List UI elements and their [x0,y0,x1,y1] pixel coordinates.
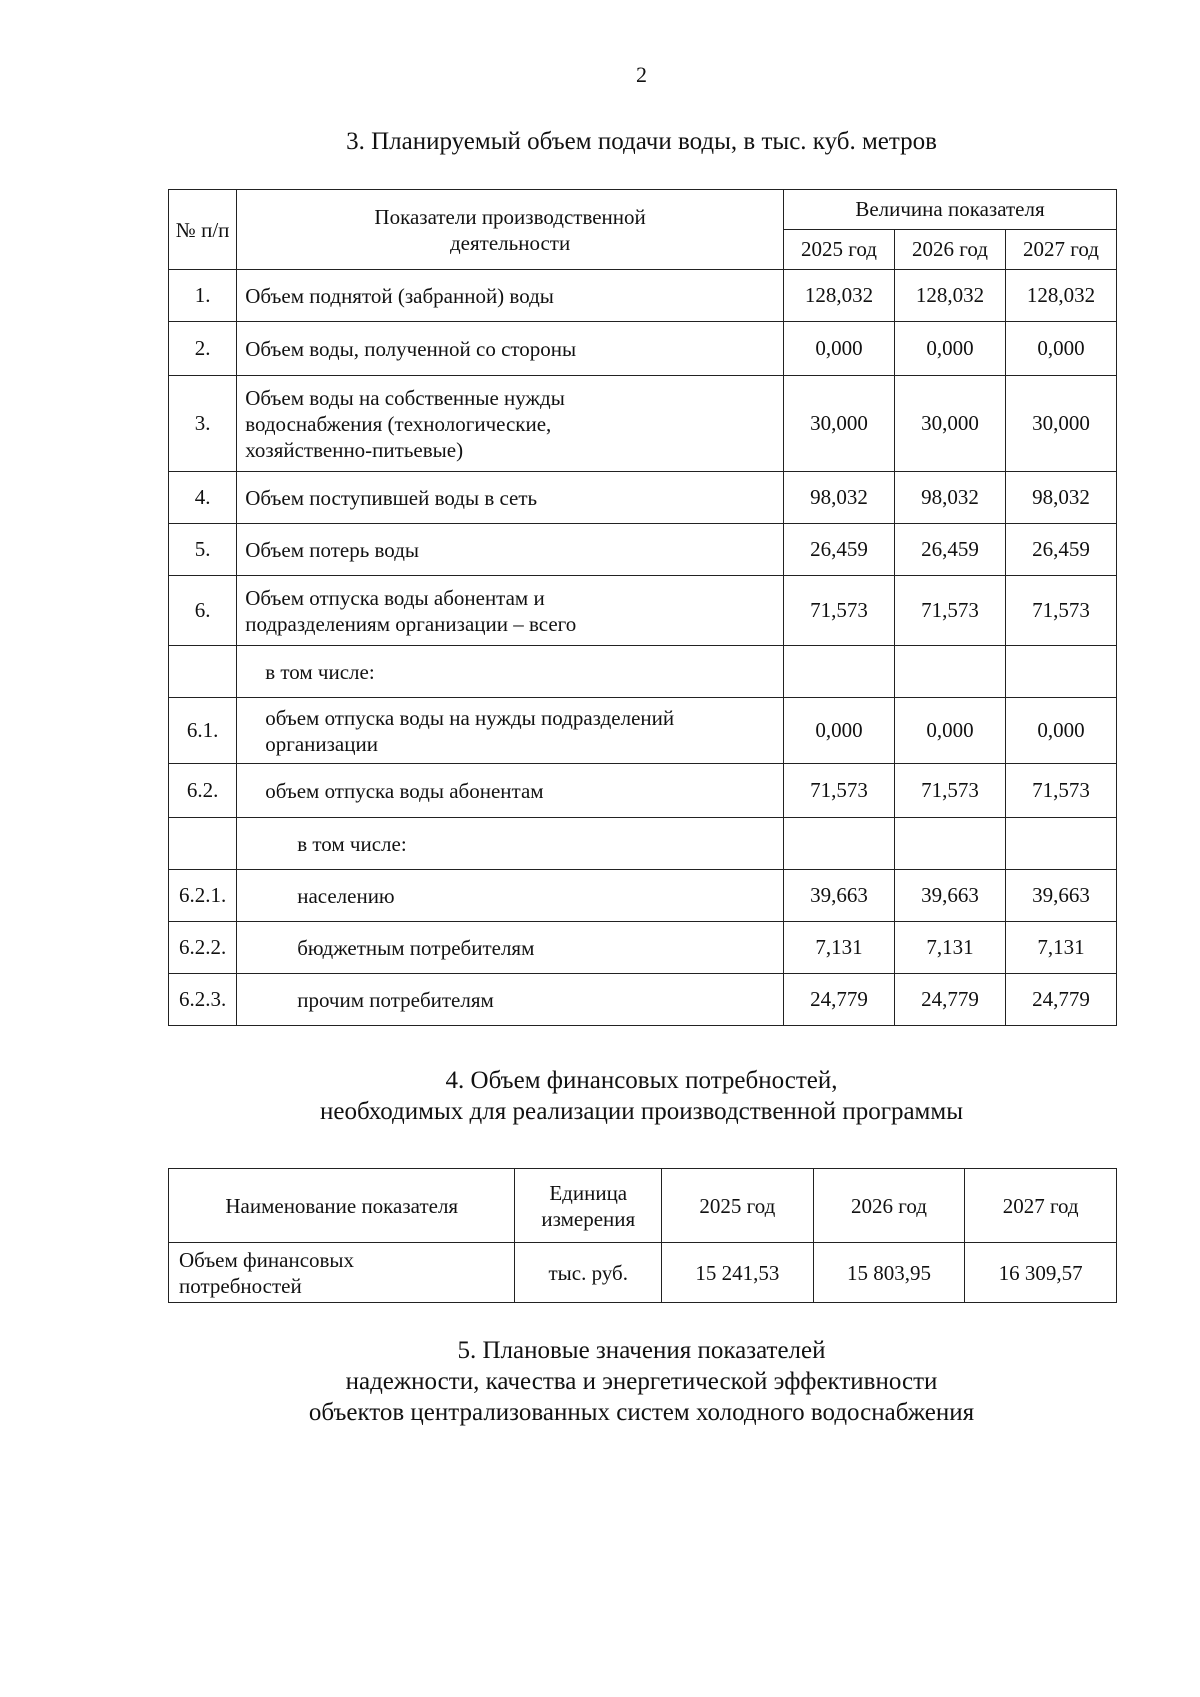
row-value-2025: 7,131 [783,922,894,974]
row-value-2026 [894,818,1005,870]
row-value-2027: 98,032 [1005,472,1116,524]
row-value-2027: 71,573 [1005,764,1116,818]
financial-needs-table [168,1168,1117,1303]
row-name: бюджетным потребителям [237,922,784,974]
section-4-title: 4. Объем финансовых потребностей, необходимых для реализации производственной программы [319,1067,963,1125]
table-row [169,472,1117,524]
header-num: № п/п [169,190,237,270]
table-row [169,270,1117,322]
row-value-2025: 98,032 [783,472,894,524]
table-row [169,818,1117,870]
table-row [169,524,1117,576]
row-num: 6. [169,576,237,646]
row-value-2025: 39,663 [783,870,894,922]
row-value-2027: 30,000 [1005,376,1116,472]
row-name: Объем воды на собственные нужды водоснабжения (технологические, хозяйственно-питьевые) [237,376,784,472]
table-header-row [169,1169,1117,1243]
row-value-2027: 0,000 [1005,698,1116,764]
row-value-2025 [783,646,894,698]
table-row [169,376,1117,472]
header-year-2027: 2027 год [965,1169,1117,1243]
row-value-2026: 0,000 [894,698,1005,764]
row-value-2027: 26,459 [1005,524,1116,576]
row-name: Объем отпуска воды абонентам и подразделениям организации – всего [237,576,784,646]
row-value-2027: 128,032 [1005,270,1116,322]
row-name: Объем потерь воды [237,524,784,576]
row-value-2027: 71,573 [1005,576,1116,646]
row-value-2026: 30,000 [894,376,1005,472]
table-row [169,698,1117,764]
row-value-2027 [1005,646,1116,698]
row-value-2026: 7,131 [894,922,1005,974]
row-value-2025 [783,818,894,870]
table-row [169,646,1117,698]
row-value-2026: 71,573 [894,764,1005,818]
row-name: прочим потребителям [237,974,784,1026]
table-row [169,1243,1117,1303]
table-row [169,322,1117,376]
row-name: населению [237,870,784,922]
row-value-2027: 7,131 [1005,922,1116,974]
row-num: 3. [169,376,237,472]
table-row [169,922,1117,974]
row-num: 6.2. [169,764,237,818]
section-5-title: 5. Плановые значения показателей надежности, качества и энергетической эффективности объектов централизованных систем холодного водоснабжения [308,1337,975,1426]
row-value-2025: 128,032 [783,270,894,322]
row-value-2025: 0,000 [783,322,894,376]
row-name: объем отпуска воды абонентам [237,764,784,818]
header-value-group: Величина показателя [783,190,1116,230]
row-value-2026: 15 803,95 [813,1243,965,1303]
row-value-2027: 16 309,57 [965,1243,1117,1303]
table-header-row [169,190,1117,230]
water-supply-table [168,189,1117,1026]
header-unit: Единица измерения [515,1169,662,1243]
row-num: 5. [169,524,237,576]
row-name: объем отпуска воды на нужды подразделений организации [237,698,784,764]
row-value-2025: 30,000 [783,376,894,472]
row-num: 6.1. [169,698,237,764]
row-value-2025: 71,573 [783,576,894,646]
row-value-2026: 128,032 [894,270,1005,322]
row-num: 1. [169,270,237,322]
row-unit: тыс. руб. [515,1243,662,1303]
row-value-2025: 0,000 [783,698,894,764]
row-value-2026: 24,779 [894,974,1005,1026]
row-num: 6.2.2. [169,922,237,974]
row-value-2026: 71,573 [894,576,1005,646]
row-value-2025: 15 241,53 [662,1243,814,1303]
page-number: 2 [636,62,647,87]
row-num [169,818,237,870]
row-num [169,646,237,698]
row-num: 6.2.3. [169,974,237,1026]
row-value-2026: 98,032 [894,472,1005,524]
row-name: Объем финансовых потребностей [169,1243,515,1303]
header-year-2025: 2025 год [662,1169,814,1243]
row-value-2026: 0,000 [894,322,1005,376]
table-row [169,974,1117,1026]
header-year-2026: 2026 год [813,1169,965,1243]
row-value-2025: 71,573 [783,764,894,818]
row-value-2027: 24,779 [1005,974,1116,1026]
row-value-2026: 39,663 [894,870,1005,922]
row-name: Объем поднятой (забранной) воды [237,270,784,322]
row-value-2026: 26,459 [894,524,1005,576]
row-value-2026 [894,646,1005,698]
row-num: 6.2.1. [169,870,237,922]
table-row [169,576,1117,646]
row-value-2025: 24,779 [783,974,894,1026]
header-name: Наименование показателя [169,1169,515,1243]
row-value-2027 [1005,818,1116,870]
row-name: в том числе: [237,818,784,870]
section-3-title: 3. Планируемый объем подачи воды, в тыс. куб. метров [346,128,937,155]
row-name: в том числе: [237,646,784,698]
row-name: Объем поступившей воды в сеть [237,472,784,524]
row-value-2027: 0,000 [1005,322,1116,376]
row-num: 2. [169,322,237,376]
row-value-2027: 39,663 [1005,870,1116,922]
header-year-2025: 2025 год [783,230,894,270]
table-row [169,764,1117,818]
row-num: 4. [169,472,237,524]
table-row [169,870,1117,922]
header-year-2027: 2027 год [1005,230,1116,270]
row-name: Объем воды, полученной со стороны [237,322,784,376]
row-value-2025: 26,459 [783,524,894,576]
header-indicators: Показатели производственной деятельности [237,190,784,270]
header-year-2026: 2026 год [894,230,1005,270]
